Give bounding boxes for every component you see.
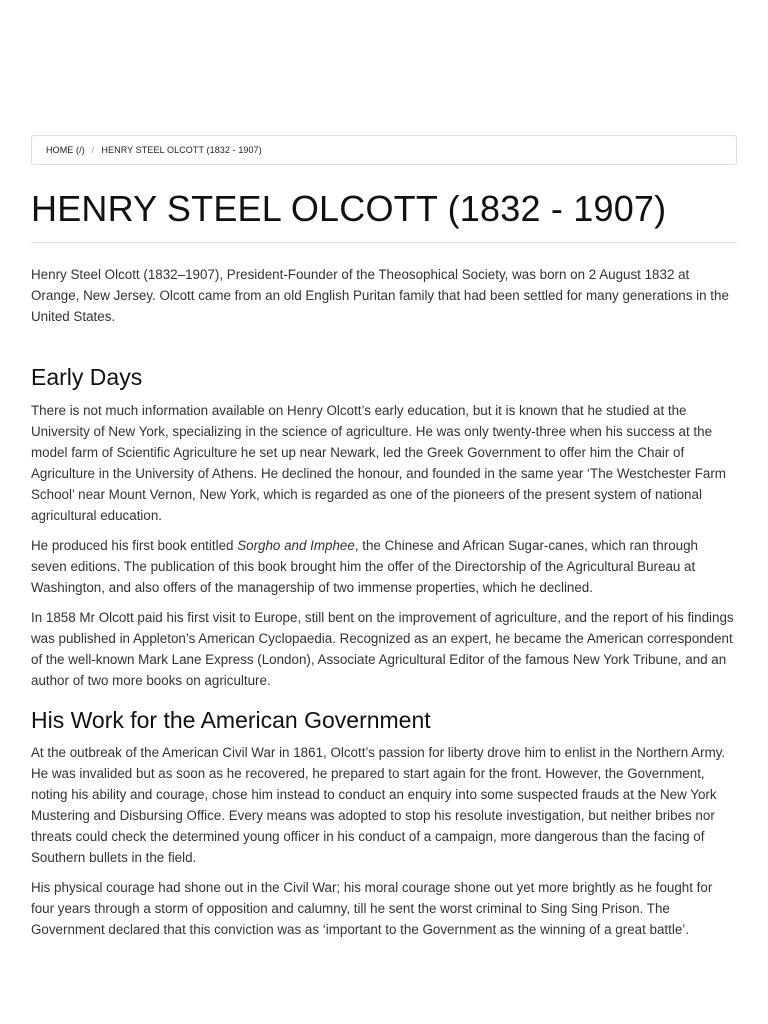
early-days-paragraph-2 [31,535,737,598]
government-work-paragraph-2: His physical courage had shone out in the Civil War; his moral courage shone out yet more brightly as he fought for four years through a storm of opposition and calumny, till he sent the worst criminal to Sing Sing Prison. The Government declared that this conviction was as ‘important to the Government as the winning of a great battle’. [31,880,713,937]
early-days-paragraph-1: There is not much information available on Henry Olcott’s early education, but it is known that he studied at the University of New York, specializing in the science of agriculture. He was only twenty-three when his success at the model farm of Scientific Agriculture he set up near Newark, led the Greek Government to offer him the Chair of Agriculture in the University of Athens. He declined the honour, and founded in the same year ‘The Westchester Farm School’ near Mount Vernon, New York, which is regarded as one of the pioneers of the present system of national agricultural education. [31,403,726,523]
section-heading-early-days: Early Days [31,364,143,390]
book-title: Sorgho and Imphee [237,538,355,553]
paragraph-text: He produced his first book entitled [31,538,238,553]
breadcrumb-current: HENRY STEEL OLCOTT (1832 - 1907) [101,145,262,155]
intro-paragraph: Henry Steel Olcott (1832–1907), President-Founder of the Theosophical Society, was born on 2 August 1832 at Orange, New Jersey. Olcott came from an old English Puritan family that had been settled for many generations in the United States. [31,267,729,324]
breadcrumb-separator: / [91,145,95,155]
paragraph-text: , the Chinese and African Sugar-canes, which ran through seven editions. The publication of this book brought him the offer of the Directorship of the Agricultural Bureau at Washington, and also offers of the managership of two immense properties, which he declined. [31,538,698,595]
section-heading-government-work: His Work for the American Government [31,707,431,733]
early-days-paragraph-3: In 1858 Mr Olcott paid his first visit to Europe, still bent on the improvement of agriculture, and the report of his findings was published in Appleton’s American Cyclopaedia. Recognized as an expert, he became the American correspondent of the well-known Mark Lane Express (London), Associate Agricultural Editor of the famous New York Tribune, and an author of two more books on agriculture. [31,610,734,688]
page-title: HENRY STEEL OLCOTT (1832 - 1907) [31,187,737,243]
page-content [31,135,737,940]
government-work-paragraph-1: At the outbreak of the American Civil War in 1861, Olcott’s passion for liberty drove him to enlist in the Northern Army. He was invalided but as soon as he recovered, he prepared to start again for the front. However, the Government, noting his ability and courage, chose him instead to conduct an enquiry into some suspected frauds at the New York Mustering and Disbursing Office. Every means was adopted to stop his resolute investigation, but neither bribes nor threats could check the determined young officer in his conduct of a campaign, more dangerous than the facing of Southern bullets in the field. [31,745,726,865]
breadcrumb [31,135,737,165]
breadcrumb-home-link[interactable]: HOME (/) [46,145,85,155]
